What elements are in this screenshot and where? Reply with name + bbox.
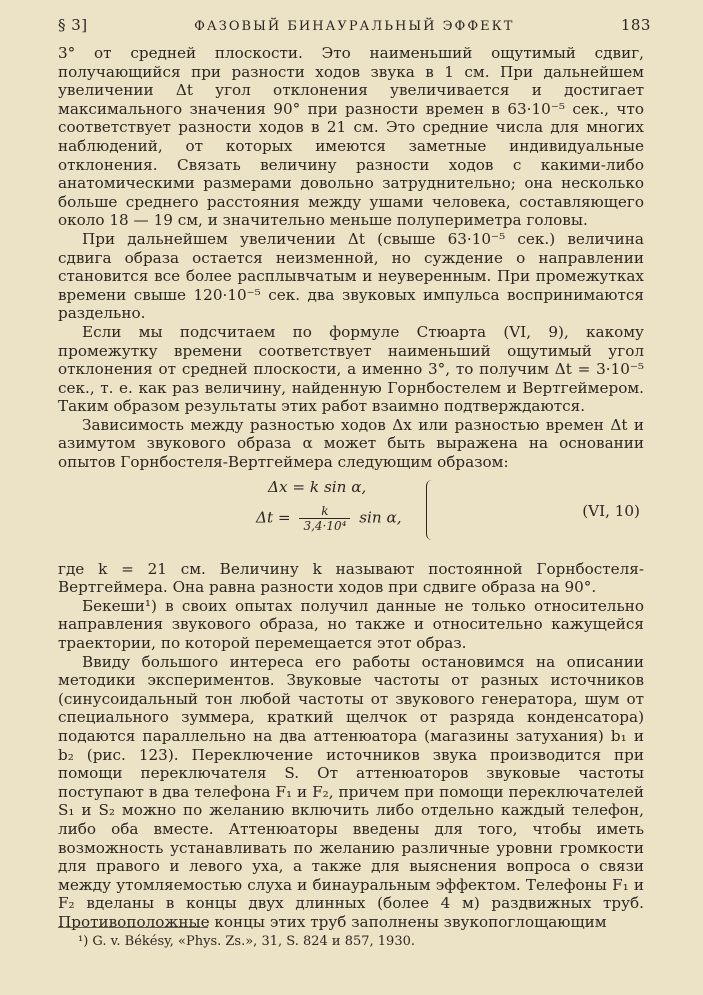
paragraph: Ввиду большого интереса его работы остановимся на описании методики экспериментов. Звуковые частоты от разных источников (синусоидальный тон любой частоты от звукового генератора, шум от специального зуммера, краткий щелчок от разряда конденсатора) подаются параллельно на два аттенюатора (магазины затухания) b₁ и b₂ (рис. 123). Переключение источников звука производится при помощи переключателя S. От аттенюаторов звуковые частоты поступают в два телефона F₁ и F₂, причем при помощи переключателей S₁ и S₂ можно по желанию включить либо отдельно каждый телефон, либо оба вместе. Аттенюаторы введены для того, чтобы иметь возможность устанавливать по желанию различные уровни громкости для правого и левого уха, а также для выяснения вопроса о связи между утомляемостью слуха и бинауральным эффектом. Телефоны F₁ и F₂ вделаны в концы двух длинных (более 4 м) раздвижных труб. Противоположные концы этих труб заполнены звукопоглощающим <box>58 652 644 931</box>
paragraph: 3° от средней плоскости. Это наименьший ощутимый сдвиг, получающийся при разности ходов звука в 1 см. При дальнейшем увеличении Δt угол отклонения увеличивается и достигает максимального значения 90° при разности времен в 63·10⁻⁵ сек., что соответствует разности ходов в 21 см. Это средние числа для многих наблюдений, от которых имеются заметные индивидуальные отклонения. Связать величину разности ходов с какими-либо анатомическими размерами довольно затруднительно; она несколько больше среднего расстояния между ушами человека, составляющего около 18 — 19 см, и значительно меньше полупериметра головы. <box>58 44 644 230</box>
footnote-rule <box>58 927 208 928</box>
equation-number: (VI, 10) <box>582 501 640 520</box>
formula-fraction <box>299 504 350 533</box>
fraction-numerator: k <box>299 504 350 519</box>
paragraph: При дальнейшем увеличении Δt (свыше 63·10⁻⁵ сек.) величина сдвига образа остается неизменной, но суждение о направлении становится все более расплывчатым и неуверенным. При промежутках времени свыше 120·10⁻⁵ сек. два звуковых импульса воспринимаются раздельно. <box>58 229 644 323</box>
paragraph: Если мы подсчитаем по формуле Стюарта (VI, 9), какому промежутку времени соответствует наименьший ощутимый угол отклонения от средней плоскости, а именно 3°, то получим Δt = 3·10⁻⁵ сек., т. е. как раз величину, найденную Горнбостелем и Вертгеймером. Таким образом результаты этих работ взаимно подтверждаются. <box>58 322 644 416</box>
paragraph: Бекеши¹) в своих опытах получил данные не только относительно направления звукового образа, но также и относительно кажущейся траектории, по которой перемещается этот образ. <box>58 596 644 653</box>
running-header <box>58 16 651 40</box>
fraction-denominator: 3,4·10⁴ <box>303 518 347 533</box>
section-mark: § 3] <box>58 16 88 34</box>
formula-line-1: Δx = k sin α, <box>268 477 367 496</box>
formula-line-2 <box>256 504 402 533</box>
page-number: 183 <box>620 16 651 34</box>
body-text <box>58 44 644 932</box>
paragraph: где k = 21 см. Величину k называют постоянной Горнбостеля-Вертгеймера. Она равна разности ходов при сдвиге образа на 90°. <box>58 559 644 597</box>
paragraph: Зависимость между разностью ходов Δx или разностью времен Δt и азимутом звукового образа α может быть выражена на основании опытов Горнбостеля-Вертгеймера следующим образом: <box>58 415 644 472</box>
formula-block <box>58 474 644 554</box>
formula-lhs: Δt = <box>256 508 291 527</box>
formula-rhs: sin α, <box>359 508 402 527</box>
formula-brace <box>426 480 437 540</box>
footnote: ¹) G. v. Békésy, «Phys. Zs.», 31, S. 824 и 857, 1930. <box>78 934 415 949</box>
running-title: ФАЗОВЫЙ БИНАУРАЛЬНЫЙ ЭФФЕКТ <box>194 19 515 34</box>
